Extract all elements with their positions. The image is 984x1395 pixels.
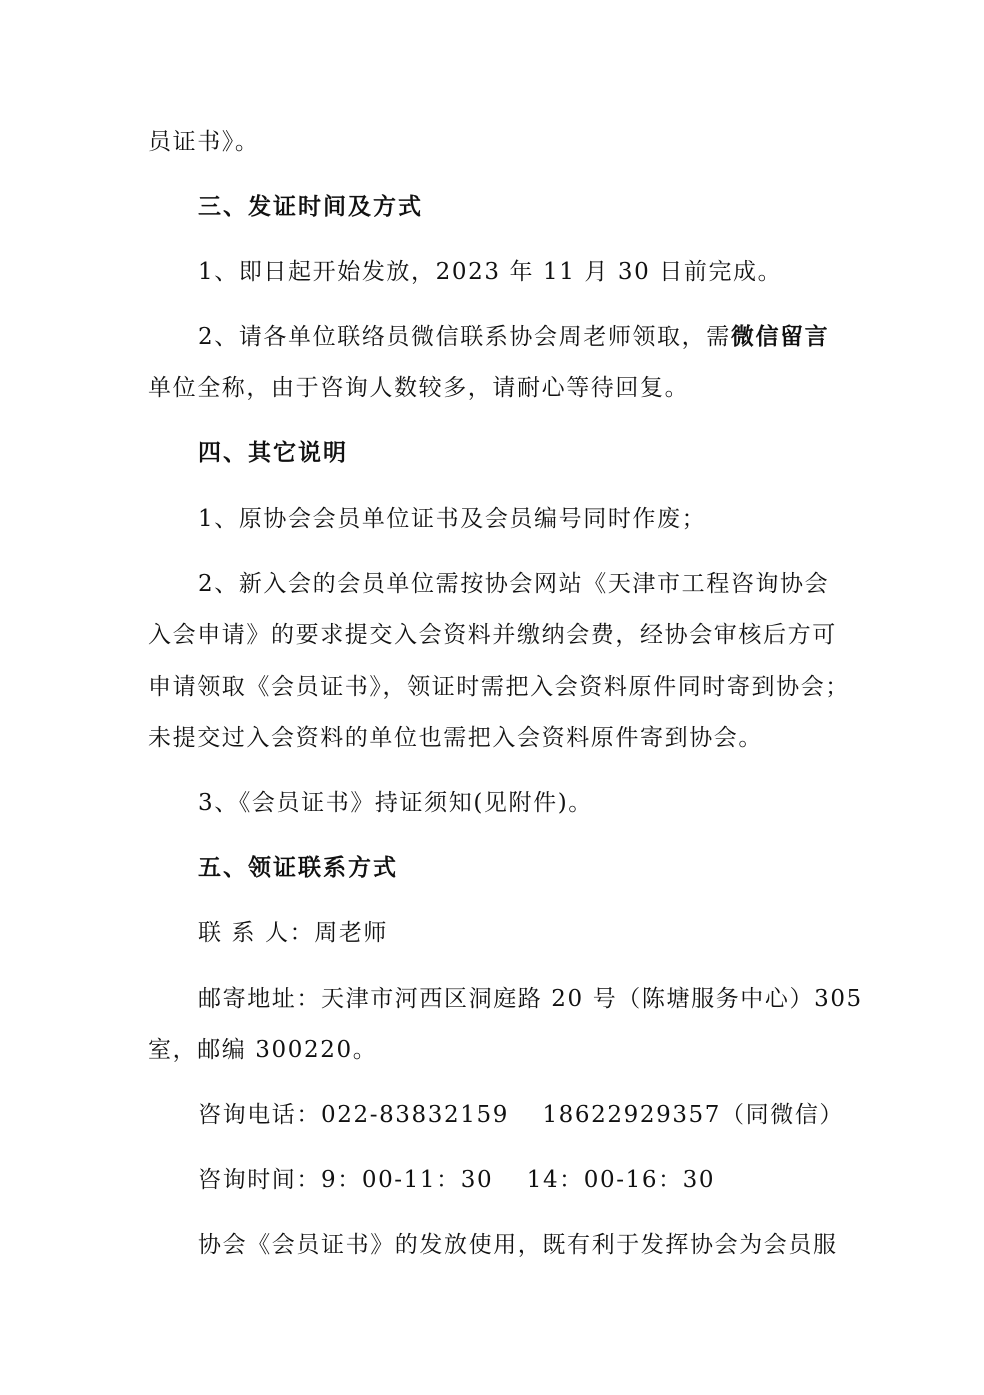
paragraph-3-2-emphasis: 微信留言	[730, 324, 830, 350]
contact-label: 联 系 人：	[198, 920, 315, 946]
mailing-address-line-1: 邮寄地址：天津市河西区洞庭路 20 号（陈塘服务中心）305	[198, 986, 863, 1012]
paragraph-4-3: 3、《会员证书》持证须知(见附件)。	[198, 790, 593, 816]
paragraph-continuation: 员证书》。	[148, 129, 260, 155]
paragraph-3-2-line-1	[198, 322, 848, 352]
paragraph-3-2-text: 2、请各单位联络员微信联系协会周老师领取，需	[198, 324, 731, 350]
consult-hours: 咨询时间：9：00-11：30 14：00-16：30	[198, 1167, 716, 1193]
mailing-address-line-2: 室，邮编 300220。	[148, 1037, 378, 1063]
paragraph-4-1: 1、原协会会员单位证书及会员编号同时作废；	[198, 506, 707, 532]
paragraph-3-1: 1、即日起开始发放，2023 年 11 月 30 日前完成。	[198, 259, 783, 285]
section-heading-3: 三、发证时间及方式	[198, 194, 423, 220]
paragraph-4-2-line-4: 未提交过入会资料的单位也需把入会资料原件寄到协会。	[148, 725, 763, 751]
contact-person	[198, 918, 848, 948]
paragraph-4-2-line-2: 入会申请》的要求提交入会资料并缴纳会费，经协会审核后方可	[148, 622, 837, 648]
consult-phone: 咨询电话：022-83832159 18622929357（同微信）	[198, 1102, 845, 1128]
paragraph-4-2-line-1: 2、新入会的会员单位需按协会网站《天津市工程咨询协会	[198, 571, 830, 597]
contact-value: 周老师	[314, 920, 389, 946]
closing-paragraph: 协会《会员证书》的发放使用，既有利于发挥协会为会员服	[198, 1232, 838, 1258]
section-heading-4: 四、其它说明	[198, 440, 348, 466]
section-heading-5: 五、领证联系方式	[198, 855, 398, 881]
paragraph-3-2-line-2: 单位全称，由于咨询人数较多，请耐心等待回复。	[148, 375, 690, 401]
paragraph-4-2-line-3: 申请领取《会员证书》，领证时需把入会资料原件同时寄到协会；	[148, 674, 850, 700]
